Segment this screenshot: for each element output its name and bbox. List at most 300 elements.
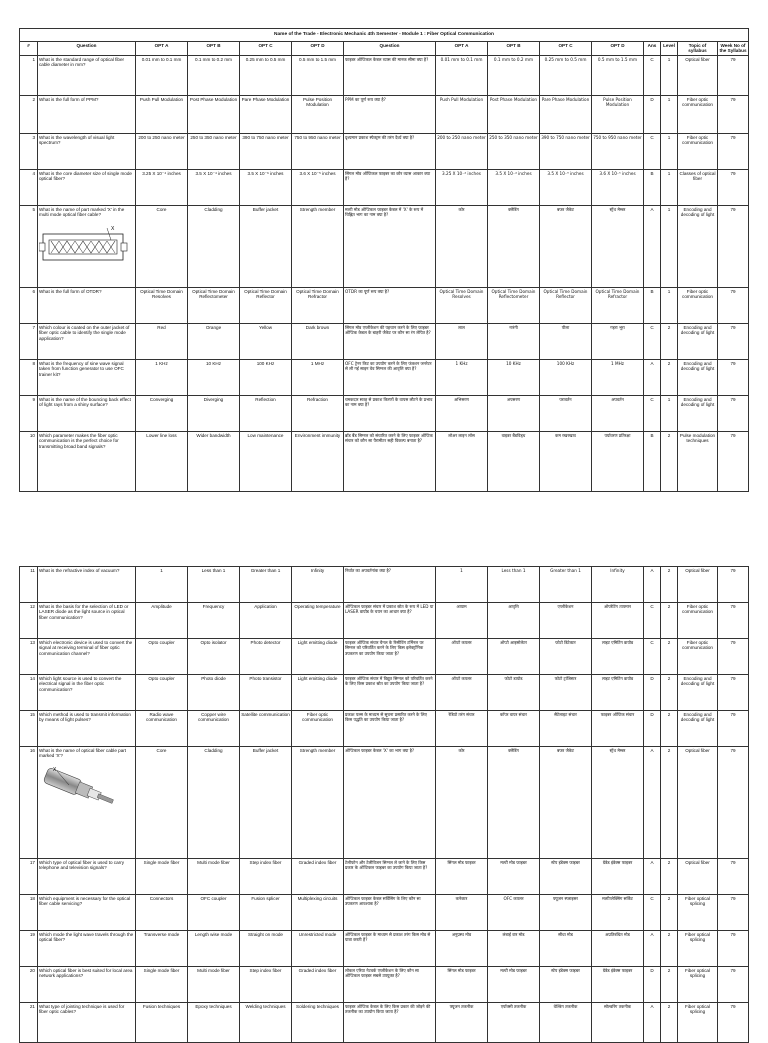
cell-text: 1: [667, 56, 671, 62]
cell-ha: [436, 711, 488, 747]
cell-text: 390 to 750 nano meter: [541, 134, 590, 140]
header-cell: OPT D: [592, 42, 644, 56]
cell-b: [188, 1003, 240, 1043]
cell-text: 12: [29, 604, 35, 609]
cell-text: Epoxy techniques: [195, 1004, 232, 1009]
cell-hd: [592, 747, 644, 859]
cell-text: A: [650, 206, 654, 212]
question-row: [20, 133, 749, 169]
cell-text: Pulse Position Modulation: [603, 96, 632, 108]
cell-d: [292, 567, 344, 603]
question-hi: [344, 967, 436, 1003]
cell-week: [718, 747, 749, 859]
cell-text: Single mode fiber: [143, 860, 180, 865]
cell-text: C: [650, 604, 654, 609]
cell-topic: [678, 95, 718, 133]
cell-text: Length wise mode: [194, 932, 233, 937]
cell-text: 1: [667, 396, 671, 402]
cell-text: OFC ट्रेनर किट का उपयोग करने के लिए फंक्शन जनरेटर से ली गई साइन वेव सिग्नल की आवृत्ति क्या है?: [345, 360, 432, 372]
cell-text: 1: [460, 568, 463, 573]
question-hi: [344, 1003, 436, 1043]
cell-text: A: [650, 860, 654, 865]
question-en: [38, 675, 136, 711]
question-en: [38, 567, 136, 603]
row-number: [20, 931, 38, 967]
cell-text: 79: [730, 712, 736, 717]
row-number: [20, 395, 38, 431]
cell-ans: [644, 359, 661, 395]
cell-text: 0.5 mm to 1.5 mm: [597, 56, 638, 62]
question-hi: [344, 931, 436, 967]
header-cell: Question: [344, 42, 436, 56]
cell-text: पीला: [561, 324, 570, 330]
cell-lvl: [661, 747, 678, 859]
cell-text: मल्टी मोड ऑप्टिकल फाइबर केबल में 'X' के रूप में चिह्नित भाग का नाम क्या है?: [345, 206, 424, 218]
cell-text: Fiber optic communication: [682, 288, 713, 300]
row-number: [20, 169, 38, 205]
cell-week: [718, 395, 749, 431]
cell-hc: [540, 55, 592, 95]
cell-text: सीधा मोड: [558, 932, 573, 937]
cell-a: [136, 395, 188, 431]
cell-text: 79: [730, 860, 736, 865]
cell-text: Multi mode fiber: [197, 968, 230, 973]
cell-a: [136, 859, 188, 895]
cell-text: Low maintenance: [247, 432, 284, 438]
cell-text: Opto coupler: [148, 640, 175, 645]
cell-text: सिंगल मोड एप्लीकेशन की पहचान करने के लिए फाइबर ऑप्टिक केबल के बाहरी जैकेट पर कौन सा रंग लेपित है?: [345, 324, 431, 336]
cell-text: आयाम: [456, 604, 467, 609]
question-hi: [344, 395, 436, 431]
cell-c: [240, 967, 292, 1003]
cell-hb: [488, 675, 540, 711]
cell-b: [188, 639, 240, 675]
cell-text: 79: [730, 568, 736, 573]
cell-hb: [488, 967, 540, 1003]
cell-text: Which optical fiber is best suited for local area network applications?: [39, 968, 133, 979]
cell-text: 79: [730, 134, 736, 140]
cell-text: 2: [667, 324, 671, 330]
cell-topic: [678, 55, 718, 95]
cell-d: [292, 895, 344, 931]
cell-text: 2: [667, 896, 671, 901]
cell-text: PPM का पूर्ण रूप क्या है?: [345, 96, 386, 102]
cell-text: C: [650, 324, 654, 330]
question-hi: [344, 859, 436, 895]
cell-hd: [592, 55, 644, 95]
cell-d: [292, 931, 344, 967]
cell-ha: [436, 55, 488, 95]
cell-text: Step index fiber: [249, 860, 282, 865]
cell-week: [718, 675, 749, 711]
cell-text: 19: [29, 932, 35, 937]
cell-ha: [436, 603, 488, 639]
cell-d: [292, 603, 344, 639]
cell-text: Post Phase Modulation: [489, 96, 538, 102]
cell-text: Less than 1: [501, 568, 526, 573]
cell-text: 1: [160, 568, 163, 573]
cell-text: कनेक्टर: [455, 896, 468, 901]
cell-text: C: [650, 396, 654, 402]
cell-d: [292, 747, 344, 859]
cell-ha: [436, 931, 488, 967]
cell-hd: [592, 567, 644, 603]
cell-text: Cladding: [204, 748, 223, 753]
cell-a: [136, 55, 188, 95]
question-en: [38, 1003, 136, 1043]
cell-text: 100 KHz: [556, 360, 575, 366]
cell-c: [240, 323, 292, 359]
cell-text: Pulse Position Modulation: [302, 96, 333, 108]
cell-hd: [592, 359, 644, 395]
cell-text: बफर जैकेट: [556, 206, 575, 212]
figure-label-x: X: [53, 766, 57, 773]
cell-text: 1: [667, 170, 671, 176]
cell-week: [718, 431, 749, 491]
cell-text: ब्रॉड बैंड सिग्नल को संचारित करने के लिए फाइबर ऑप्टिक संचार को कौन सा पैरामीटर सही विकल्प बनाता है?: [345, 432, 433, 444]
cell-text: Welding techniques: [245, 1004, 286, 1009]
cell-text: 0.25 mm to 0.5 mm: [544, 56, 587, 62]
cell-hb: [488, 711, 540, 747]
cell-text: What is the full form of OTDR?: [39, 288, 102, 294]
cell-text: 3.25 X 10⁻⁴ inches: [142, 170, 181, 176]
cell-text: लाइट एमिटिंग डायोड: [601, 640, 634, 645]
cell-c: [240, 1003, 292, 1043]
question-row: [20, 323, 749, 359]
cell-text: What is the name of the bouncing back effect of light rays from a shiny surface?: [39, 396, 131, 408]
question-table-bottom: [19, 566, 749, 1043]
question-hi: [344, 431, 436, 491]
cell-b: [188, 323, 240, 359]
cell-text: कोर: [458, 748, 465, 753]
cell-text: लोअर लाइन लॉस: [448, 432, 475, 438]
cell-text: 16: [29, 748, 35, 753]
cell-text: ऑप्टिकल फाइबर संचार में प्रकाश स्रोत के रूप में LED या LASER डायोड के चयन का आधार क्या है?: [345, 604, 434, 615]
cell-text: Environment immunity: [294, 432, 341, 438]
cell-text: 13: [29, 640, 35, 645]
cell-text: 1 KHz: [155, 360, 168, 366]
cell-text: 9: [32, 396, 35, 402]
question-hi: [344, 133, 436, 169]
cell-text: 79: [730, 676, 736, 681]
header-cell: OPT A: [136, 42, 188, 56]
cell-text: Opto coupler: [148, 676, 175, 681]
cell-ha: [436, 859, 488, 895]
cell-d: [292, 639, 344, 675]
cell-text: वेल्डिंग तकनीक: [553, 1004, 578, 1009]
cell-ha: [436, 169, 488, 205]
header-cell: Question: [38, 42, 136, 56]
cell-b: [188, 895, 240, 931]
question-row: [20, 55, 749, 95]
cell-text: 11: [30, 568, 35, 573]
question-hi: [344, 895, 436, 931]
cell-lvl: [661, 95, 678, 133]
cell-ans: [644, 711, 661, 747]
cell-a: [136, 133, 188, 169]
question-hi: [344, 55, 436, 95]
cell-c: [240, 859, 292, 895]
cell-text: What is the basis for the selection of LED or LASER diode as the light source in optical fiber communication?: [39, 604, 129, 620]
header-cell: OPT B: [488, 42, 540, 56]
cell-ans: [644, 395, 661, 431]
question-en: [38, 639, 136, 675]
cell-text: कोर: [458, 206, 465, 212]
cell-lvl: [661, 639, 678, 675]
cell-c: [240, 133, 292, 169]
cell-hc: [540, 395, 592, 431]
cell-text: Optical Time Domain Reflectometer: [192, 288, 235, 300]
cell-week: [718, 287, 749, 323]
cell-d: [292, 859, 344, 895]
question-row: [20, 169, 749, 205]
question-en: [38, 287, 136, 323]
cell-hd: [592, 931, 644, 967]
cell-ans: [644, 287, 661, 323]
cell-text: प्रकाश पल्स के माध्यम से सूचना प्रसारित करने के लिए किस पद्धति का उपयोग किया जाता है?: [345, 712, 427, 723]
cell-text: D: [650, 712, 654, 717]
cell-text: C: [650, 640, 654, 645]
cell-text: 390 to 750 nano meter: [242, 134, 289, 140]
row-number: [20, 323, 38, 359]
cell-hd: [592, 675, 644, 711]
cell-c: [240, 431, 292, 491]
cell-a: [136, 287, 188, 323]
cell-ans: [644, 675, 661, 711]
question-en: [38, 169, 136, 205]
cell-a: [136, 675, 188, 711]
cell-week: [718, 859, 749, 895]
cell-b: [188, 287, 240, 323]
cell-text: 79: [730, 96, 736, 102]
cell-text: 2: [667, 712, 671, 717]
cell-lvl: [661, 169, 678, 205]
fiber-cable-figure: [39, 765, 129, 815]
question-row: [20, 675, 749, 711]
question-en: [38, 55, 136, 95]
cell-text: Fiber optic communication: [302, 712, 333, 723]
question-row: [20, 603, 749, 639]
cell-text: 79: [730, 932, 736, 937]
header-cell: Ans: [644, 42, 661, 56]
cell-ha: [436, 133, 488, 169]
cell-a: [136, 431, 188, 491]
cell-d: [292, 55, 344, 95]
row-number: [20, 747, 38, 859]
cell-text: अपवर्तन: [611, 396, 624, 402]
question-en: [38, 205, 136, 287]
question-hi: [344, 639, 436, 675]
cell-text: ऑप्टो कपलर: [451, 640, 472, 645]
cell-topic: [678, 967, 718, 1003]
cell-ha: [436, 895, 488, 931]
cell-lvl: [661, 711, 678, 747]
cell-text: 750 to 950 nano meter: [593, 134, 642, 140]
cell-hc: [540, 603, 592, 639]
cell-a: [136, 931, 188, 967]
cell-text: नारंगी: [509, 324, 518, 330]
cell-lvl: [661, 395, 678, 431]
cell-lvl: [661, 359, 678, 395]
cell-text: Optical Time Domain Resolves: [439, 288, 484, 300]
cell-text: 21: [29, 1004, 35, 1009]
cell-text: कॉपर वायर संचार: [500, 712, 527, 717]
cell-hd: [592, 287, 644, 323]
cell-hc: [540, 567, 592, 603]
cell-text: Optical Time Domain Reflectometer: [491, 288, 536, 300]
header-cell: Topic of syllabus: [678, 42, 718, 56]
cell-text: Diverging: [203, 396, 224, 402]
cell-hc: [540, 895, 592, 931]
question-row: [20, 859, 749, 895]
cell-text: फ्यूजन स्प्लाइसर: [553, 896, 578, 901]
cell-lvl: [661, 205, 678, 287]
cell-lvl: [661, 55, 678, 95]
cell-topic: [678, 639, 718, 675]
cell-text: Dark brown: [305, 324, 330, 330]
cell-text: कम रखरखाव: [555, 432, 576, 438]
cell-text: D: [650, 96, 654, 102]
cell-text: Converging: [149, 396, 174, 402]
cell-hd: [592, 431, 644, 491]
cell-d: [292, 1003, 344, 1043]
cell-text: लंबाई वार मोड: [502, 932, 525, 937]
cell-text: 79: [730, 56, 736, 62]
cell-hd: [592, 1003, 644, 1043]
cell-ans: [644, 205, 661, 287]
header-cell: OPT D: [292, 42, 344, 56]
figure-label-x: X: [111, 225, 115, 232]
cell-text: 0.1 mm to 0.2 mm: [493, 56, 534, 62]
cell-text: OFC coupler: [200, 896, 227, 901]
cell-b: [188, 747, 240, 859]
cell-ans: [644, 431, 661, 491]
cell-text: 1: [32, 56, 35, 62]
cell-ans: [644, 1003, 661, 1043]
cell-text: Fiber optic communication: [682, 640, 713, 651]
cell-text: 2: [667, 860, 671, 865]
cell-text: 1: [667, 134, 671, 140]
cell-a: [136, 711, 188, 747]
cell-text: Encoding and decoding of light: [680, 206, 715, 218]
cell-text: अभिसरण: [454, 396, 469, 402]
row-number: [20, 431, 38, 491]
cell-text: Strength member: [299, 748, 336, 753]
cell-text: 17: [29, 860, 35, 865]
cell-b: [188, 967, 240, 1003]
cell-lvl: [661, 1003, 678, 1043]
cell-b: [188, 567, 240, 603]
cell-week: [718, 205, 749, 287]
cell-text: रेडियो तरंग संचार: [448, 712, 475, 717]
cell-a: [136, 169, 188, 205]
cell-text: Infinity: [610, 568, 625, 573]
cell-ha: [436, 431, 488, 491]
cell-text: ऑप्टो कपलर: [451, 676, 472, 681]
cell-ans: [644, 323, 661, 359]
cell-text: फाइबर ऑप्टिक संचार में विद्युत सिग्नल को परिवर्तित करने के लिए किस प्रकाश स्रोत का उपयोग किया जाता है?: [345, 676, 433, 687]
cell-text: 79: [730, 324, 736, 330]
cell-text: Which parameter makes the fiber optic communication is the perfect choice for transmitting broad band signals?: [39, 432, 119, 449]
question-row: [20, 895, 749, 931]
cell-text: एपॉक्सी तकनीक: [500, 1004, 527, 1009]
cell-text: Optical Time Domain Reflector: [244, 288, 287, 300]
cell-text: फाइबर ऑप्टिक केबल के लिए किस प्रकार की जोड़ने की तकनीक का उपयोग किया जाता है?: [345, 1004, 431, 1015]
question-row: [20, 711, 749, 747]
cell-text: 2: [667, 640, 671, 645]
cell-text: 2: [32, 96, 35, 102]
row-number: [20, 603, 38, 639]
cell-ans: [644, 967, 661, 1003]
cell-hb: [488, 55, 540, 95]
cell-ans: [644, 95, 661, 133]
cell-text: OTDR का पूर्ण रूप क्या है?: [345, 288, 390, 294]
cell-text: Graded index fiber: [298, 968, 337, 973]
cell-text: Post Phase Modulation: [189, 96, 238, 102]
cell-lvl: [661, 323, 678, 359]
question-row: [20, 967, 749, 1003]
cell-text: गहरा भूरा: [610, 324, 625, 330]
cell-text: फाइबर ऑप्टिकल केबल व्यास की मानक सीमा क्या है?: [345, 56, 429, 62]
cell-text: What is the name of part marked 'X' in the multi mode optical fiber cable?: [39, 206, 125, 218]
cell-lvl: [661, 895, 678, 931]
cell-text: Optical fiber: [685, 568, 710, 573]
cell-text: Encoding and decoding of light: [680, 712, 715, 723]
cell-d: [292, 431, 344, 491]
cell-hb: [488, 567, 540, 603]
cell-text: Buffer jacket: [252, 748, 279, 753]
row-number: [20, 567, 38, 603]
cell-lvl: [661, 567, 678, 603]
cell-d: [292, 287, 344, 323]
cell-text: Fiber optical splicing: [684, 968, 711, 979]
cell-c: [240, 287, 292, 323]
cell-text: 100 KHz: [256, 360, 275, 366]
cell-d: [292, 711, 344, 747]
cell-text: Soldering techniques: [296, 1004, 339, 1009]
cell-d: [292, 323, 344, 359]
cell-text: Which method is used to transmit information by means of light pulses?: [39, 712, 131, 723]
cell-text: 79: [730, 604, 736, 609]
cell-text: ऑप्टिकल फाइबर केबल 'X' का भाग क्या है?: [345, 748, 415, 753]
cell-text: स्ट्रेंथ मेम्बर: [609, 748, 626, 753]
cell-text: आवृत्ति: [508, 604, 519, 609]
question-hi: [344, 323, 436, 359]
cell-text: Orange: [205, 324, 222, 330]
cell-text: फाइबर ऑप्टिक संचार चैनल के रिसीविंग टर्मिनल पर सिग्नल को परिवर्तित करने के लिए किस इलेक्ट्रॉनिक उपकरण का उपयोग किया जाता है?: [345, 640, 424, 656]
cell-text: 79: [730, 360, 736, 366]
cell-hc: [540, 931, 592, 967]
cell-text: C: [650, 56, 654, 62]
cell-week: [718, 931, 749, 967]
cell-text: ग्रेडेड इंडेक्स फाइबर: [602, 860, 633, 865]
cell-text: 79: [730, 968, 736, 973]
row-number: [20, 359, 38, 395]
cell-text: 0.01 mm to 0.1 mm: [141, 56, 182, 62]
cell-text: A: [650, 932, 654, 937]
cell-text: Light emitting diode: [297, 640, 338, 645]
cell-d: [292, 95, 344, 133]
question-hi: [344, 747, 436, 859]
cell-hc: [540, 287, 592, 323]
row-number: [20, 639, 38, 675]
cell-text: 1 MHz: [310, 360, 325, 366]
cell-text: Frequency: [202, 604, 225, 609]
page-title: Name of the Trade - Electronic Mechanic 4th Semester - Module 1 : Fiber Optical Communication: [20, 29, 749, 42]
question-hi: [344, 603, 436, 639]
cell-week: [718, 895, 749, 931]
row-number: [20, 95, 38, 133]
